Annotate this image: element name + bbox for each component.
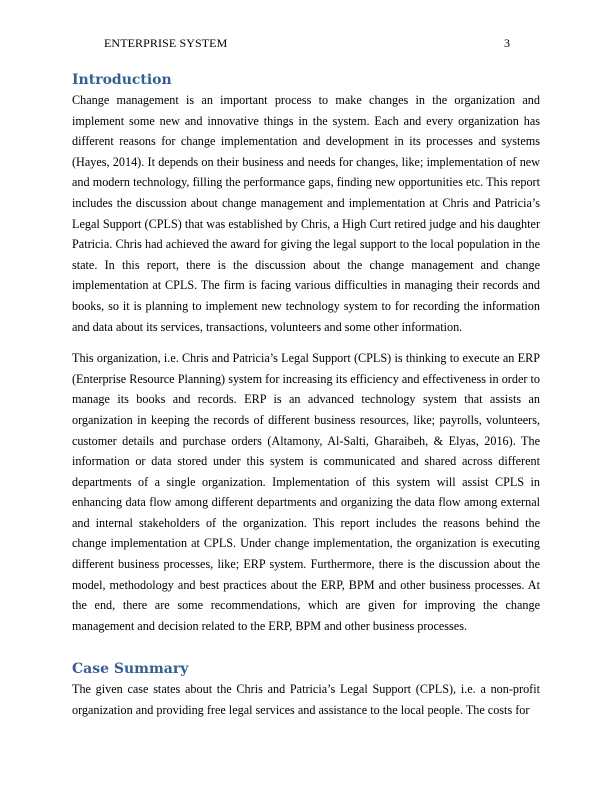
- running-header-title: ENTERPRISE SYSTEM: [104, 36, 228, 50]
- case-summary-heading: Case Summary: [72, 661, 189, 678]
- case-summary-clip: [72, 679, 540, 719]
- introduction-paragraph-1: Change management is an important process to make changes in the organization and implement some new and innovative things in the system. Each and every organization has different reasons for change implementation and development in its processes and systems (Hayes, 2014). It depends on their business and needs for changes, like; implementation of new and modern technology, filling the performance gaps, finding new opportunities etc. This report includes the discussion about change management and implementation at Chris and Patricia’s Legal Support (CPLS) that was established by Chris, a High Curt retired judge and his daughter Patricia. Chris had achieved the award for giving the legal support to the local population in the state. In this report, there is the discussion about the change management and change implementation at CPLS. The firm is facing various difficulties in managing their records and books, so it is planning to implement new technology system to for recording the information and data about its services, transactions, volunteers and some other information.: [72, 93, 540, 334]
- case-summary-paragraph-1: The given case states about the Chris and Patricia’s Legal Support (CPLS), i.e. a non-profit organization and providing free legal services and assistance to the local people. The costs for: [72, 682, 540, 718]
- introduction-heading: Introduction: [72, 72, 172, 88]
- introduction-paragraph-2: This organization, i.e. Chris and Patricia’s Legal Support (CPLS) is thinking to execute an ERP (Enterprise Resource Planning) system for increasing its efficiency and effectiveness in order to manage its books and records. ERP is an advanced technology system that assists an organization in keeping the records of different business resources, like; payrolls, volunteers, customer details and purchase orders (Altamony, Al-Salti, Gharaibeh, & Elyas, 2016). The information or data stored under this system is communicated and shared across different departments of a single organization. Implementation of this system will assist CPLS in enhancing data flow among different departments and organizing the data flow among external and internal stakeholders of the organization. This report includes the reasons behind the change implementation at CPLS. Under change implementation, the organization is executing different business processes, like; ERP system. Furthermore, there is the discussion about the model, methodology and best practices about the ERP, BPM and other business processes. At the end, there are some recommendations, which are given for improving the change management and decision related to the ERP, BPM and other business processes.: [72, 351, 540, 633]
- page-number: 3: [504, 36, 510, 50]
- document-body: [72, 70, 540, 719]
